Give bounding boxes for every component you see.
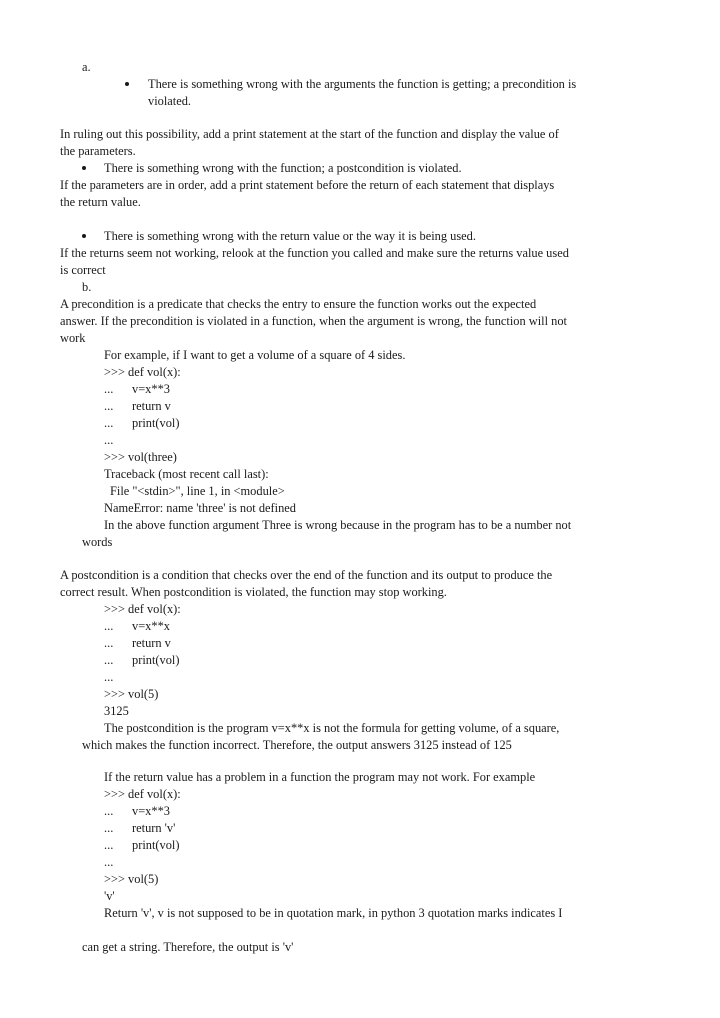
code-line: ... print(vol) xyxy=(104,653,180,667)
example-1-intro: For example, if I want to get a volume of a square of 4 sides. xyxy=(104,348,406,362)
code-line: ... return v xyxy=(104,636,171,650)
example-3-intro: If the return value has a problem in a function the program may not work. For example xyxy=(104,770,536,784)
code-line: >>> vol(5) xyxy=(104,687,159,701)
code-line: >>> def vol(x): xyxy=(104,602,181,616)
example-2-explanation-line-2: which makes the function incorrect. Therefore, the output answers 3125 instead of 125 xyxy=(82,738,512,752)
code-line: ... return v xyxy=(104,399,171,413)
code-line: >>> vol(5) xyxy=(104,872,159,886)
code-line: ... return 'v' xyxy=(104,821,176,835)
paragraph-2-line-2: the return value. xyxy=(60,195,141,209)
bullet-1-line-1: There is something wrong with the arguments the function is getting; a precondition is xyxy=(148,77,577,91)
precondition-line-1: A precondition is a predicate that checks the entry to ensure the function works out the expected xyxy=(60,297,537,311)
code-line: ... xyxy=(104,433,114,447)
code-line: ... xyxy=(104,670,114,684)
code-line: 'v' xyxy=(104,889,115,903)
code-line: >>> def vol(x): xyxy=(104,365,181,379)
code-line: ... print(vol) xyxy=(104,416,180,430)
paragraph-2-line-1: If the parameters are in order, add a print statement before the return of each statement that displays xyxy=(60,178,555,192)
example-3-explanation-line-2: can get a string. Therefore, the output is 'v' xyxy=(82,940,294,954)
postcondition-line-1: A postcondition is a condition that checks over the end of the function and its output to produce the xyxy=(60,568,553,582)
bullet-2: There is something wrong with the function; a postcondition is violated. xyxy=(104,161,462,175)
paragraph-3-line-2: is correct xyxy=(60,263,106,277)
code-line: >>> def vol(x): xyxy=(104,787,181,801)
precondition-line-2: answer. If the precondition is violated in a function, when the argument is wrong, the function will not xyxy=(60,314,567,328)
bullet-icon xyxy=(82,166,86,170)
precondition-line-3: work xyxy=(60,331,86,345)
example-1-explanation-line-2: words xyxy=(82,535,113,549)
code-line: 3125 xyxy=(104,704,129,718)
code-line: ... print(vol) xyxy=(104,838,180,852)
code-line: ... v=x**3 xyxy=(104,382,170,396)
example-1-explanation-line-1: In the above function argument Three is wrong because in the program has to be a number not xyxy=(104,518,572,532)
code-line: ... xyxy=(104,855,114,869)
bullet-3: There is something wrong with the return value or the way it is being used. xyxy=(104,229,476,243)
code-line: NameError: name 'three' is not defined xyxy=(104,501,296,515)
code-line: >>> vol(three) xyxy=(104,450,177,464)
postcondition-line-2: correct result. When postcondition is violated, the function may stop working. xyxy=(60,585,447,599)
code-line: ... v=x**3 xyxy=(104,804,170,818)
bullet-icon xyxy=(82,234,86,238)
list-label-b: b. xyxy=(82,280,92,294)
list-label-a: a. xyxy=(82,60,91,74)
paragraph-1-line-2: the parameters. xyxy=(60,144,136,158)
code-line: File "<stdin>", line 1, in <module> xyxy=(110,484,285,498)
code-line: ... v=x**x xyxy=(104,619,170,633)
paragraph-1-line-1: In ruling out this possibility, add a print statement at the start of the function and display the value of xyxy=(60,127,559,141)
paragraph-3-line-1: If the returns seem not working, relook at the function you called and make sure the returns value used xyxy=(60,246,569,260)
bullet-1-line-2: violated. xyxy=(148,94,192,108)
bullet-icon xyxy=(125,82,129,86)
example-2-explanation-line-1: The postcondition is the program v=x**x is not the formula for getting volume, of a square, xyxy=(104,721,560,735)
example-3-explanation-line-1: Return 'v', v is not supposed to be in quotation mark, in python 3 quotation marks indicates I xyxy=(104,906,563,920)
code-line: Traceback (most recent call last): xyxy=(104,467,269,481)
